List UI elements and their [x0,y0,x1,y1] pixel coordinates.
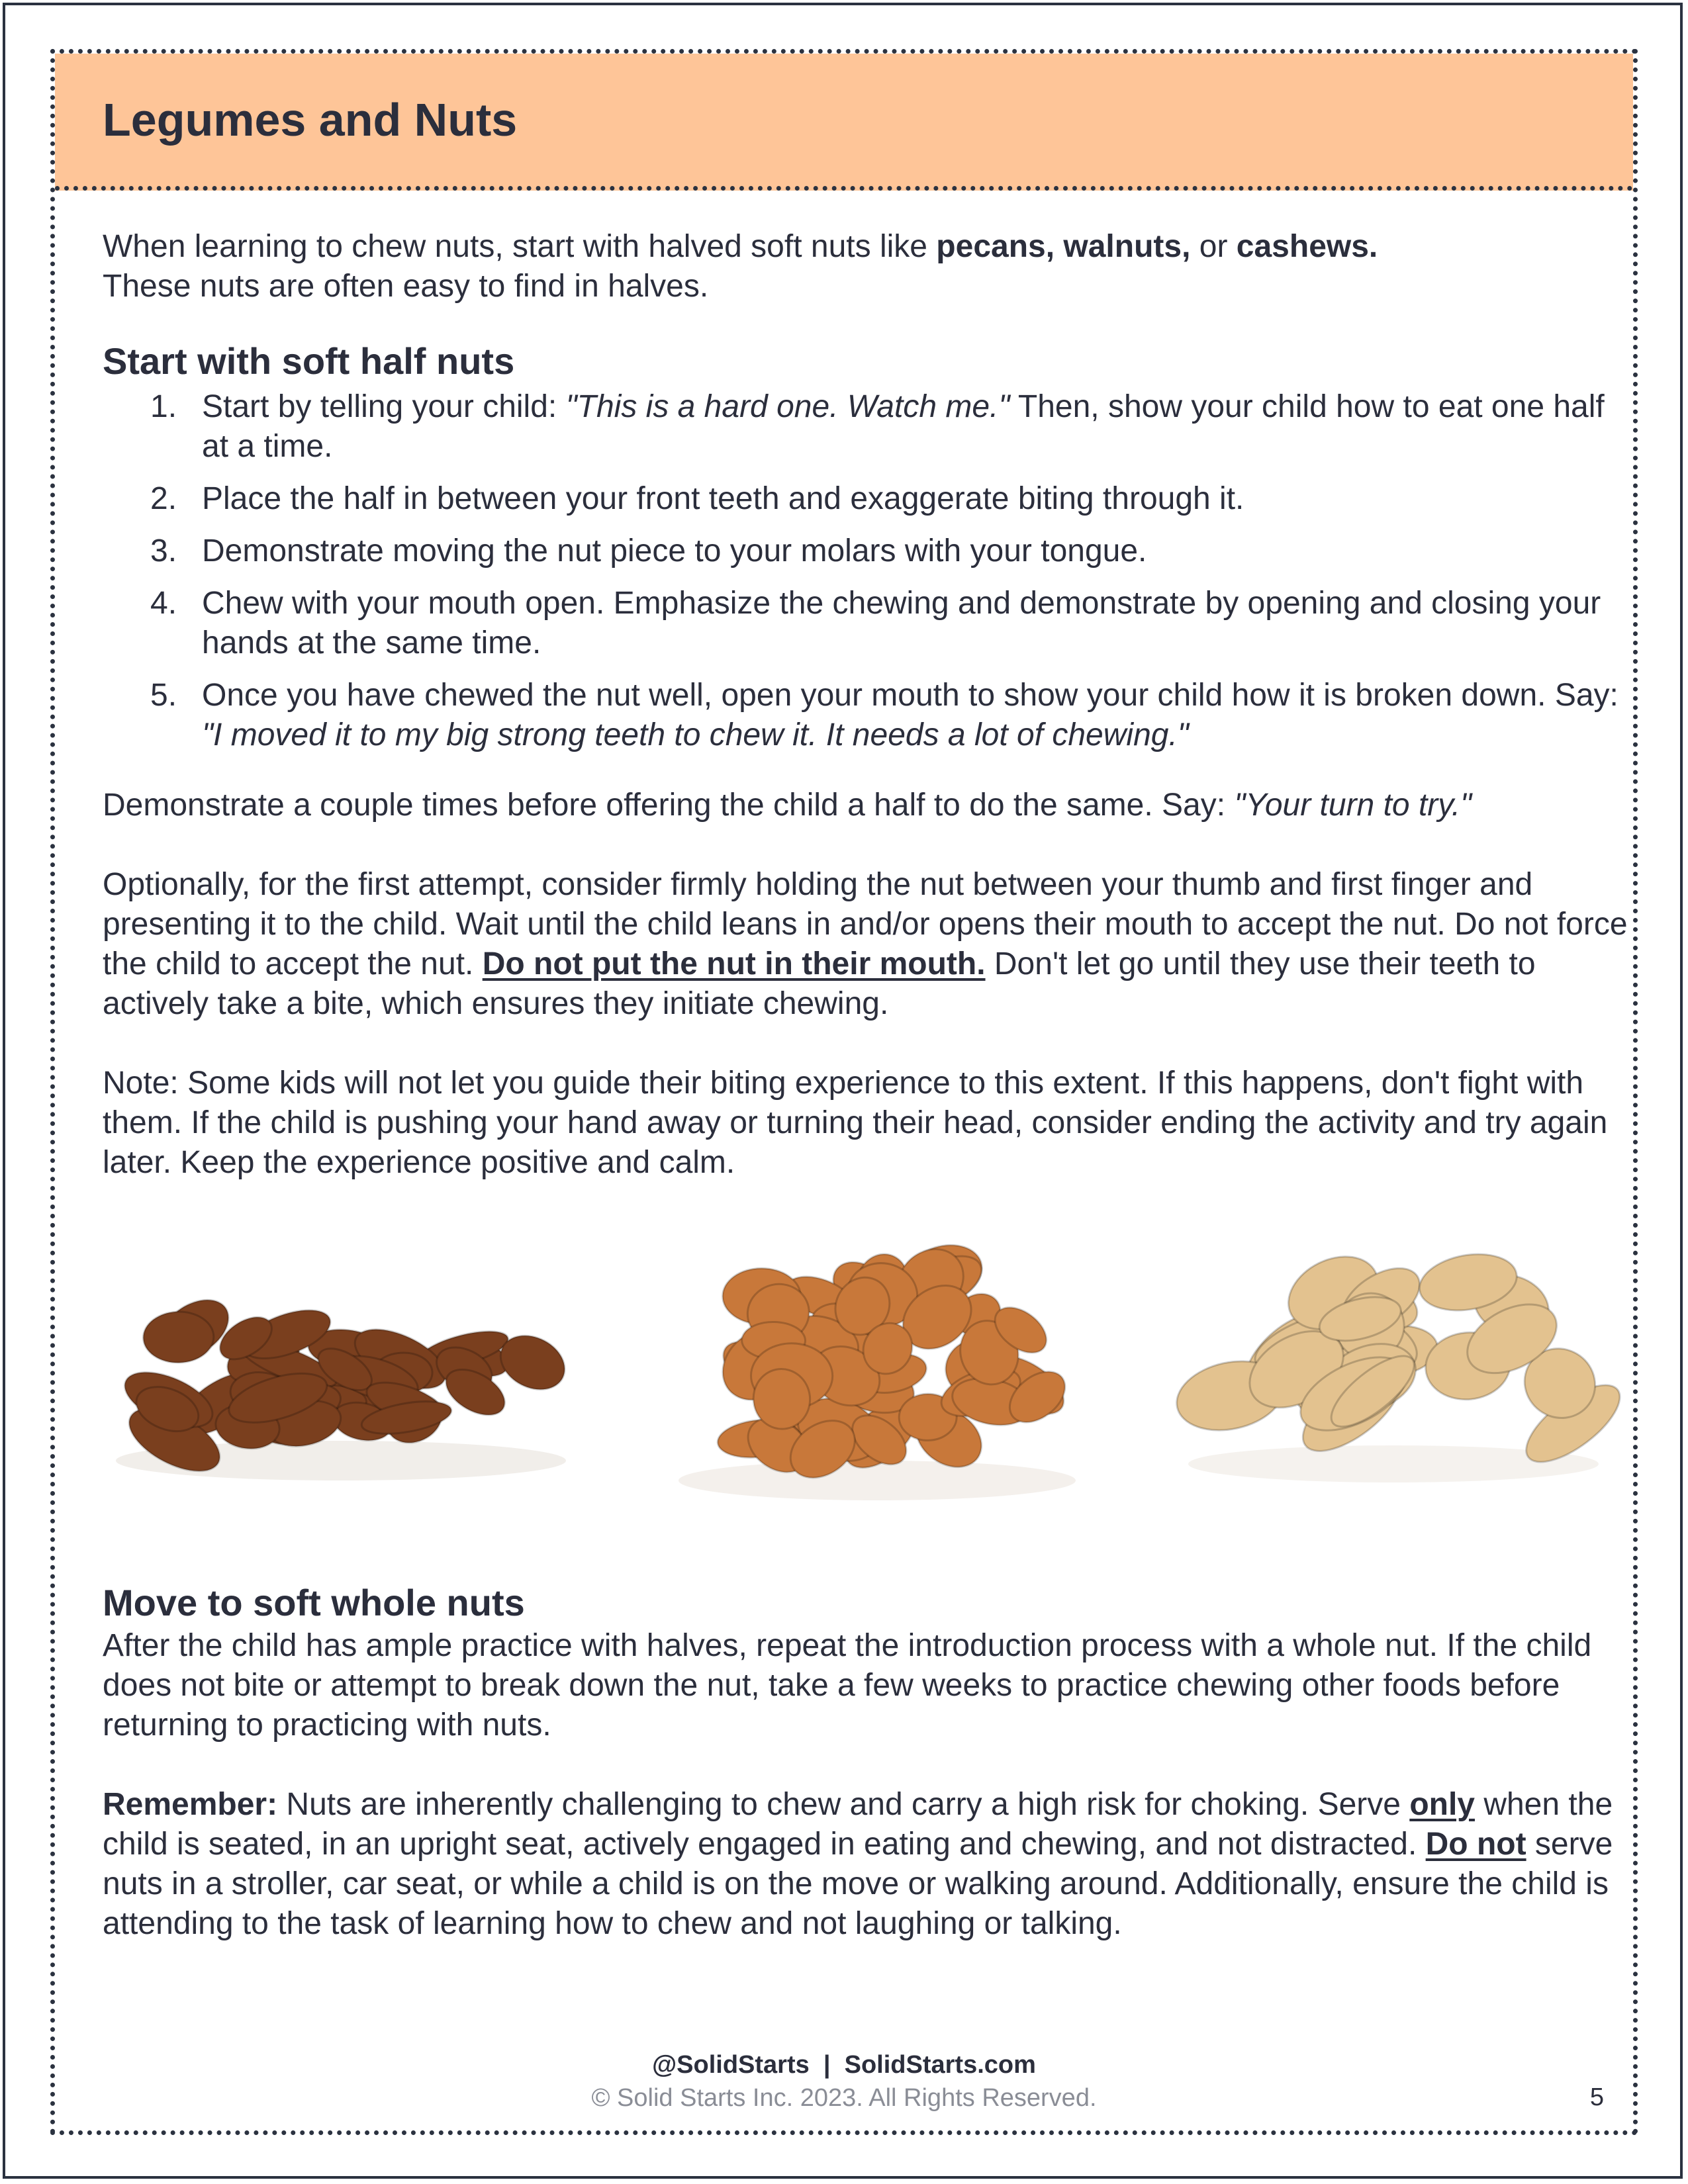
intro-text: or [1190,229,1237,264]
page-number: 5 [1589,2083,1604,2111]
footer-copyright: © Solid Starts Inc. 2023. All Rights Reserved. [591,2084,1097,2112]
remember-paragraph [103,1785,1638,1944]
step-text: Chew with your mouth open. Emphasize the chewing and demonstrate by opening and closing your hands at the same time. [202,586,1601,660]
only-emphasis: only [1409,1787,1475,1822]
content-frame [50,49,1638,2135]
page-title: Legumes and Nuts [103,94,518,146]
remember-text: serve nuts in a stroller, car seat, or while a child is on the move or walking around. Additionally, ensure the child is attending to the task of learning how to chew and not laughing or talking. [103,1827,1613,1941]
warning-underlined: Do not put the nut in their mouth. [482,946,986,981]
walnuts-photo [645,1222,1109,1514]
demonstrate-quote: "Your turn to try." [1234,788,1472,823]
step-text: Once you have chewed the nut well, open your mouth to show your child how it is broken down. Say: [202,678,1618,713]
list-item [103,387,1638,467]
remember-label: Remember: [103,1787,278,1822]
optional-text: Optionally, for the first attempt, consider firmly holding the nut between your thumb and first finger and presenting it to the child. Wait until the child leans in and/or opens their mouth to accept the nut. Do not force the child to accept the nut. [103,867,1628,981]
step-number: 2. [150,481,177,516]
demonstrate-text: Demonstrate a couple times before offering the child a half to do the same. Say: [103,788,1235,823]
intro-bold-nuts: pecans, walnuts, [936,229,1191,264]
step-quote: "This is a hard one. Watch me." [565,389,1010,424]
intro-text: When learning to chew nuts, start with halved soft nuts like [103,229,937,264]
do-not-emphasis: Do not [1425,1827,1526,1862]
footer [55,2048,1633,2115]
section-heading-whole-nuts: Move to soft whole nuts [103,1582,525,1623]
list-item [103,531,1638,571]
whole-nuts-paragraph: After the child has ample practice with halves, repeat the introduction process with a whole nut. If the child does not bite or attempt to break down the nut, take a few weeks to practice chewing other foods before returning to practicing with nuts. [103,1628,1592,1743]
list-item [103,676,1638,755]
title-banner [55,54,1633,191]
step-number: 5. [150,678,177,713]
note-paragraph: Note: Some kids will not let you guide their biting experience to this extent. If this happens, don't fight with them. If the child is pushing your hand away or turning their head, consider ending the activity and try again later. Keep the experience positive and calm. [103,1066,1608,1180]
remember-text: Nuts are inherently challenging to chew and carry a high risk for choking. Serve [277,1787,1410,1822]
main-content [103,227,1638,1944]
steps-list [103,387,1638,755]
list-item [103,479,1638,519]
step-text: Start by telling your child: [202,389,566,424]
cashews-photo [1162,1242,1625,1494]
optional-text: Don't let go until they use their teeth to actively take a bite, which ensures they initiate chewing. [103,946,1536,1021]
remember-text: when the child is seated, in an upright seat, actively engaged in eating and chewing, and not distracted. [103,1787,1613,1862]
intro-bold-cashews: cashews. [1236,229,1378,264]
demonstrate-paragraph [103,786,1638,825]
step-number: 4. [150,586,177,621]
step-quote: "I moved it to my big strong teeth to chew it. It needs a lot of chewing." [202,717,1189,752]
footer-links: @SolidStarts | SolidStarts.com [652,2051,1036,2079]
intro-line-2: These nuts are often easy to find in halves. [103,269,709,304]
section-heading-half-nuts: Start with soft half nuts [103,340,515,382]
list-item [103,584,1638,663]
step-text: Demonstrate moving the nut piece to your molars with your tongue. [202,533,1147,569]
step-text: Place the half in between your front teeth and exaggerate biting through it. [202,481,1244,516]
intro-paragraph [103,227,1638,306]
nut-shape [143,1311,214,1363]
nut-photos-row [103,1209,1638,1580]
step-number: 1. [150,389,177,424]
pecans-photo [96,1262,586,1500]
step-text: Then, show your child how to eat one half at a time. [202,389,1605,464]
optional-paragraph [103,865,1638,1024]
step-number: 3. [150,533,177,569]
